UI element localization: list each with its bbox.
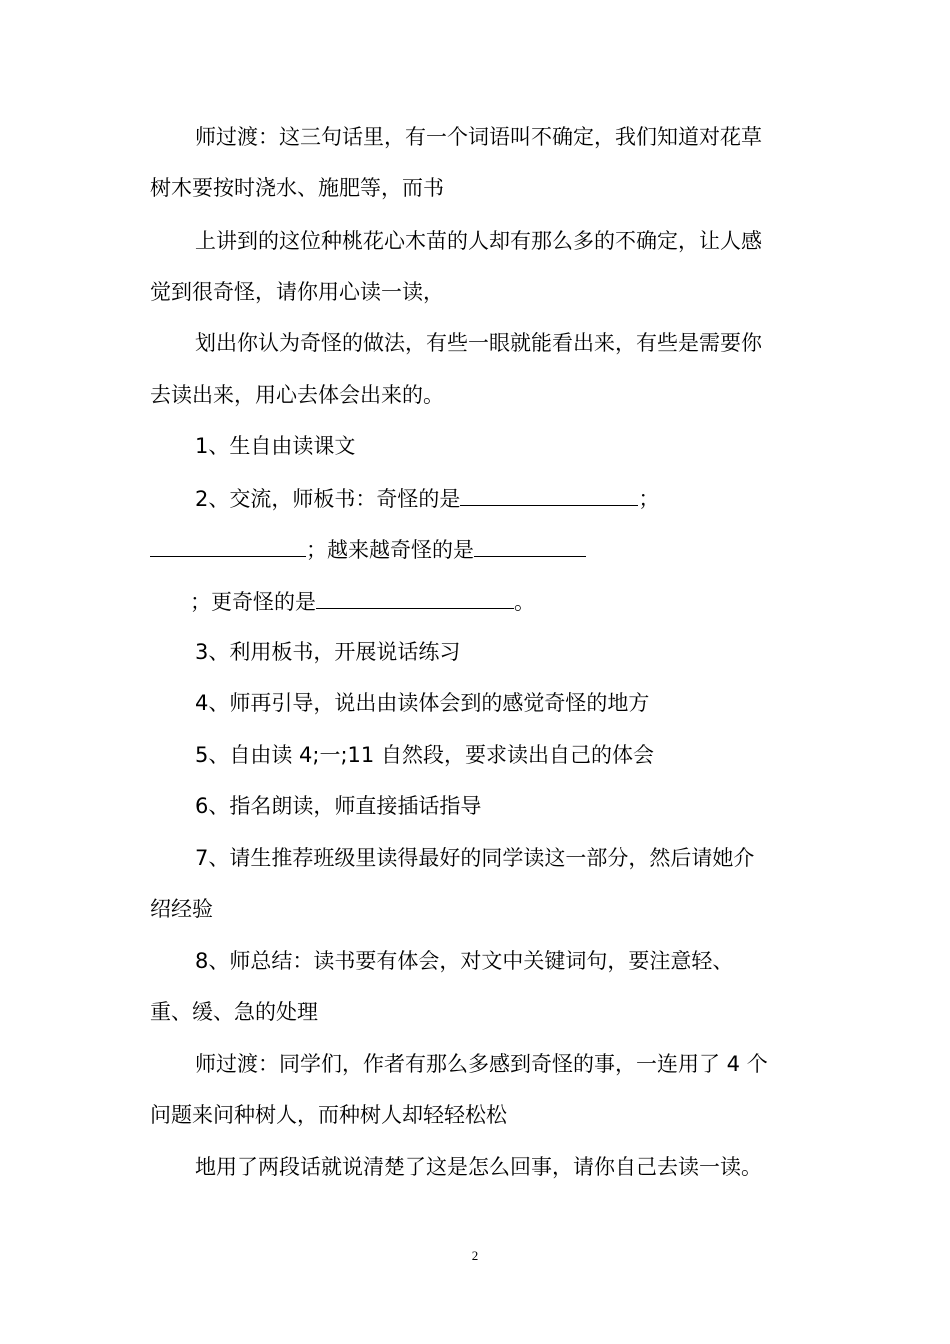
paragraph-5: 地用了两段话就说清楚了这是怎么回事，请你自己去读一读。 <box>195 1155 762 1179</box>
paragraph-2-line-1: 上讲到的这位种桃花心木苗的人却有那么多的不确定，让人感 <box>195 229 762 253</box>
paragraph-1-line-2: 树木要按时浇水、施肥等，而书 <box>150 176 444 200</box>
list-item-2-separator: ； <box>638 487 660 511</box>
list-item-2-line-2 <box>150 534 810 565</box>
fill-blank-4 <box>316 586 514 609</box>
list-item-8-line-1: 8、师总结：读书要有体会，对文中关键词句，要注意轻、 <box>195 949 734 973</box>
paragraph-3-line-2: 去读出来，用心去体会出来的。 <box>150 383 444 407</box>
paragraph-1-line-1: 师过渡：这三句话里，有一个词语叫不确定，我们知道对花草 <box>195 125 762 149</box>
list-item-2-middle: ；越来越奇怪的是 <box>306 538 474 562</box>
page-number: 2 <box>471 1248 479 1263</box>
list-item-7-line-1: 7、请生推荐班级里读得最好的同学读这一部分，然后请她介 <box>195 846 755 870</box>
list-item-5: 5、自由读 4;一;11 自然段，要求读出自己的体会 <box>195 743 654 767</box>
list-item-6: 6、指名朗读，师直接插话指导 <box>195 794 482 818</box>
paragraph-4-line-2: 问题来问种树人，而种树人却轻轻松松 <box>150 1103 507 1127</box>
fill-blank-3 <box>474 534 586 557</box>
fill-blank-1 <box>460 483 638 506</box>
list-item-2-line-1 <box>195 483 855 514</box>
paragraph-4-line-1: 师过渡：同学们，作者有那么多感到奇怪的事，一连用了 4 个 <box>195 1052 768 1076</box>
list-item-2-prefix: 2、交流，师板书：奇怪的是 <box>195 487 461 511</box>
list-item-8-line-2: 重、缓、急的处理 <box>150 1000 318 1024</box>
list-item-2-tail: ；更奇怪的是 <box>190 590 316 614</box>
list-item-2-end: 。 <box>514 590 535 614</box>
list-item-2-line-3 <box>190 586 850 617</box>
list-item-1: 1、生自由读课文 <box>195 434 356 458</box>
paragraph-3-line-1: 划出你认为奇怪的做法，有些一眼就能看出来，有些是需要你 <box>195 331 762 355</box>
list-item-7-line-2: 绍经验 <box>150 897 213 921</box>
paragraph-2-line-2: 觉到很奇怪，请你用心读一读， <box>150 280 444 304</box>
list-item-3: 3、利用板书，开展说话练习 <box>195 640 461 664</box>
list-item-4: 4、师再引导，说出由读体会到的感觉奇怪的地方 <box>195 691 650 715</box>
fill-blank-2 <box>150 534 306 557</box>
